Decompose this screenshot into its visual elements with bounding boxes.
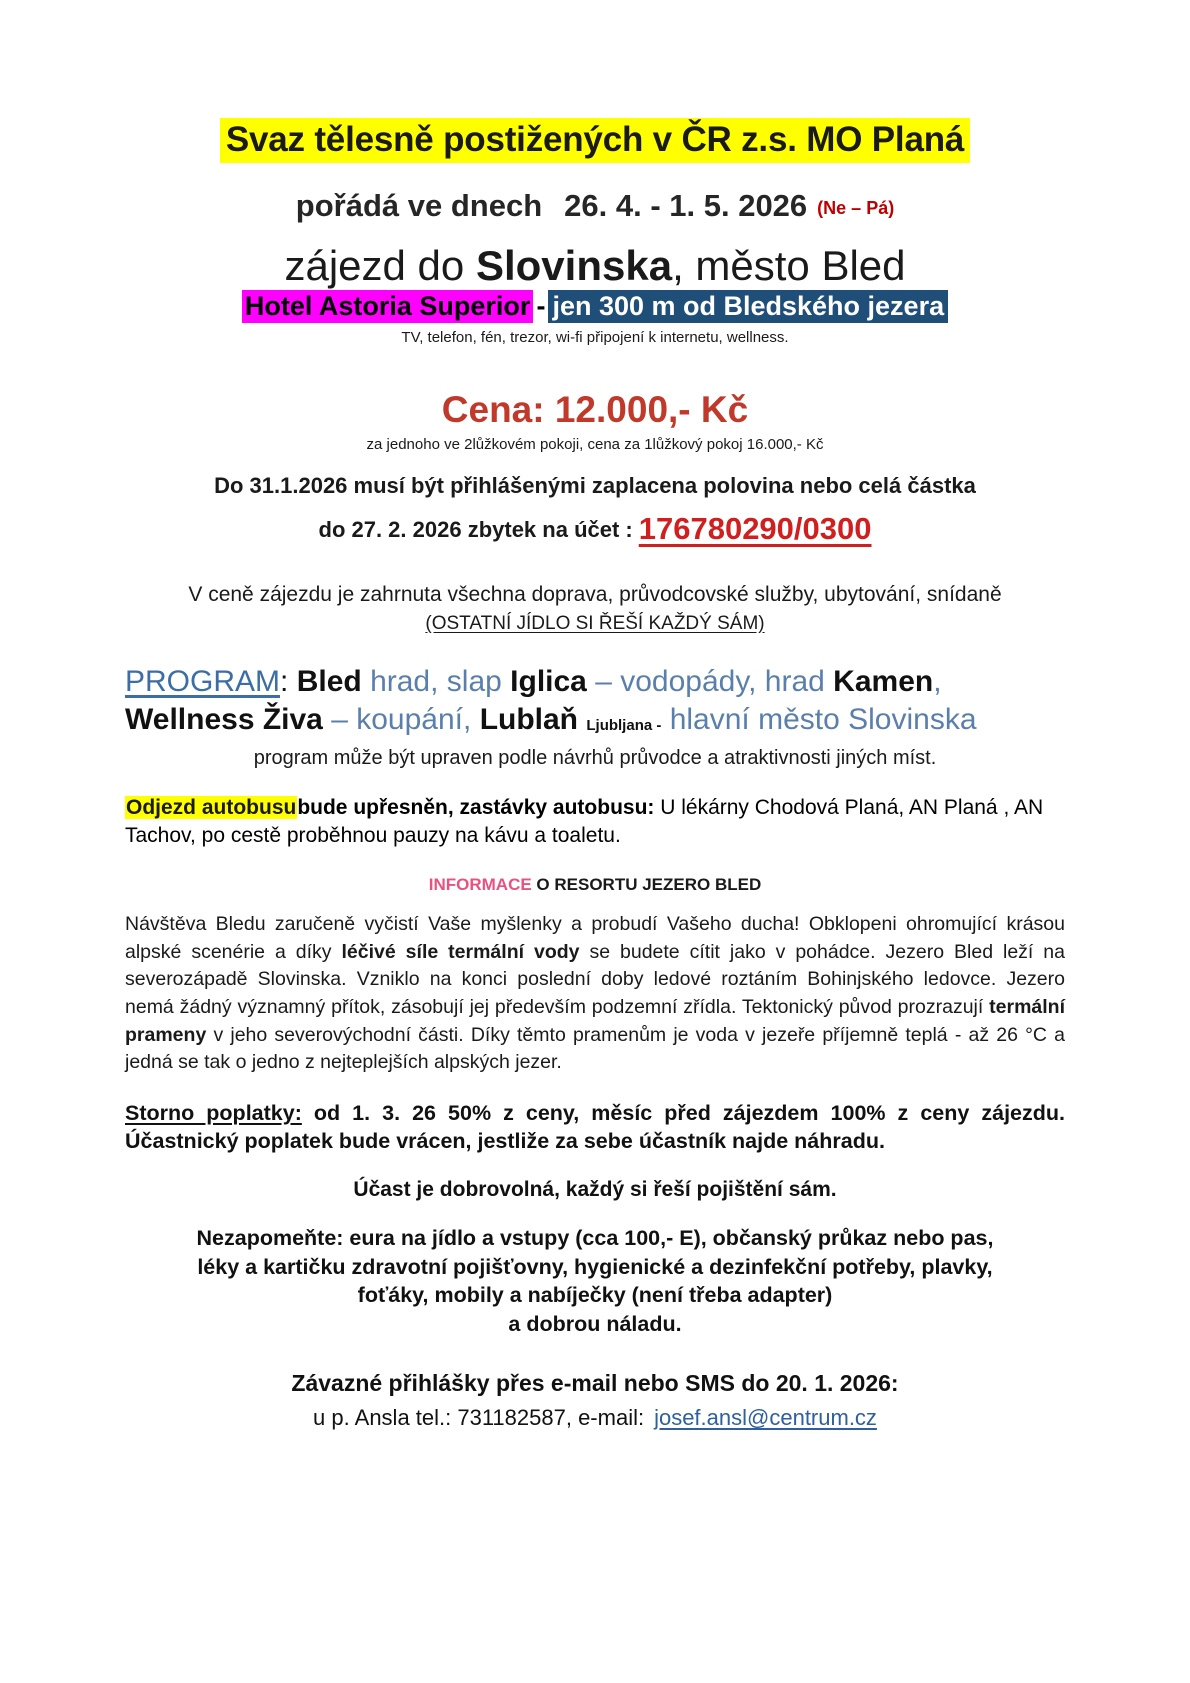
resort-bold-2: termální prameny	[125, 996, 1065, 1046]
remember-line-1: Nezapomeňte: eura na jídlo a vstupy (cca 100,- E), občanský průkaz nebo pas,	[196, 1225, 994, 1250]
program-colon: :	[280, 664, 289, 698]
trip-country: Slovinska	[475, 242, 673, 290]
departure-rest: U lékárny Chodová Planá, AN Planá , AN Tachov, po cestě proběhnou pauzy na kávu a toaletu.	[125, 796, 1044, 847]
contact-email-link[interactable]: josef.ansl@centrum.cz	[654, 1404, 877, 1430]
program-comma-1: ,	[933, 664, 942, 698]
date-range: 26. 4. - 1. 5. 2026	[564, 188, 808, 224]
cancellation-text: od 1. 3. 26 50% z ceny, měsíc před zájezdem 100% z ceny zájezdu. Účastnický poplatek bude vrácen, jestliže za sebe účastník najde náhradu.	[125, 1101, 1065, 1154]
hotel-separator: -	[536, 290, 546, 321]
departure-bold-part: bude upřesněn, zastávky autobusu:	[297, 796, 655, 820]
included-note: (OSTATNÍ JÍDLO SI ŘEŠÍ KAŽDÝ SÁM)	[425, 612, 765, 634]
resort-bold-1: léčivé síle termální vody	[341, 940, 580, 963]
hotel-name: Hotel Astoria Superior	[242, 290, 534, 323]
program-item-bled: Bled	[296, 664, 362, 698]
contact-line	[125, 1405, 1065, 1431]
resort-paragraph-1: Návštěva Bledu zaručeně vyčistí Vaše myšlenky a probudí Vašeho ducha! Obklopeni ohromující krásou alpské scenérie a díky	[125, 912, 1065, 963]
resort-paragraph	[125, 911, 1065, 1077]
cancellation-label: Storno poplatky:	[125, 1101, 302, 1126]
trip-suffix: , město Bled	[672, 242, 906, 290]
price-block	[125, 390, 1065, 547]
cancellation-block	[125, 1099, 1065, 1156]
program-block	[125, 663, 1065, 771]
organization-title: Svaz tělesně postižených v ČR z.s. MO Planá	[220, 118, 970, 163]
weekdays-note: (Ne – Pá)	[817, 198, 895, 219]
program-item-iglica: Iglica	[510, 664, 587, 698]
signup-headline: Závazné přihlášky přes e-mail nebo SMS do 20. 1. 2026:	[291, 1370, 899, 1396]
program-item-lublan-alt: Ljubljana -	[586, 716, 662, 734]
deposit-line: Do 31.1.2026 musí být přihlášenými zaplacena polovina nebo celá částka	[214, 473, 976, 499]
voluntary-note: Účast je dobrovolná, každý si řeší pojištění sám.	[353, 1177, 837, 1201]
trip-title-line	[125, 243, 1065, 288]
departure-highlight: Odjezd autobusu	[126, 796, 297, 820]
hotel-distance: jen 300 m od Bledského jezera	[548, 290, 948, 323]
hotel-amenities: TV, telefon, fén, trezor, wi-fi připojení k internetu, wellness.	[401, 328, 789, 346]
program-label: PROGRAM	[125, 664, 281, 698]
remember-line-3: foťáky, mobily a nabíječky (není třeba adapter)	[357, 1283, 833, 1308]
program-text-koupani: – koupání,	[331, 702, 472, 736]
resort-heading-rest: O RESORTU JEZERO BLED	[531, 874, 762, 894]
organization-title-row	[125, 0, 1065, 163]
trip-prefix: zájezd do	[284, 242, 476, 290]
program-text-capital: hlavní město Slovinska	[669, 702, 977, 736]
price-note: za jednoho ve 2lůžkovém pokoji, cena za 1lůžkový pokoj 16.000,- Kč	[366, 436, 824, 454]
program-text-vodopady: – vodopády, hrad	[595, 664, 825, 698]
organizes-label: pořádá ve dnech	[295, 188, 543, 224]
balance-line	[125, 511, 1065, 547]
program-text-hrad-slap: hrad, slap	[370, 664, 502, 698]
included-text: V ceně zájezdu je zahrnuta všechna doprava, průvodcovské služby, ubytování, snídaně	[188, 583, 1002, 607]
program-line-2	[125, 701, 1065, 739]
program-line-1	[125, 663, 1065, 701]
program-item-wellness-ziva: Wellness Živa	[125, 702, 323, 736]
balance-prefix: do 27. 2. 2026 zbytek na účet :	[318, 516, 633, 542]
hotel-line	[125, 291, 1065, 322]
remember-block	[125, 1224, 1065, 1339]
program-item-kamen: Kamen	[833, 664, 934, 698]
included-block	[125, 582, 1065, 634]
resort-heading-accent: INFORMACE	[428, 874, 532, 894]
resort-paragraph-3: v jeho severovýchodní části. Díky těmto pramenům je voda v jezeře příjemně teplá - až 26 °C a jedná se tak o jedno z nejteplejších alpských jezer.	[125, 1023, 1065, 1074]
dates-line	[125, 189, 1065, 223]
contact-prefix: u p. Ansla tel.: 731182587, e-mail:	[313, 1404, 645, 1430]
program-note: program může být upraven podle návrhů průvodce a atraktivnosti jiných míst.	[253, 747, 937, 770]
account-number: 176780290/0300	[638, 510, 872, 546]
resort-info-heading	[125, 875, 1065, 895]
resort-paragraph-2: se budete cítit jako v pohádce. Jezero Bled leží na severozápadě Slovinska. Vzniklo na konci poslední doby ledové roztáním Bohinjského ledovce. Jezero nemá žádný významný přítok, zásobují jej především podzemní zřídla. Tektonický původ prozrazují	[125, 940, 1065, 1018]
remember-line-2: léky a kartičku zdravotní pojišťovny, hygienické a dezinfekční potřeby, plavky,	[197, 1254, 993, 1279]
program-item-lublan: Lublaň	[479, 702, 579, 736]
departure-block	[125, 794, 1065, 849]
remember-line-4: a dobrou náladu.	[508, 1312, 682, 1337]
price-headline: Cena: 12.000,- Kč	[441, 388, 749, 430]
